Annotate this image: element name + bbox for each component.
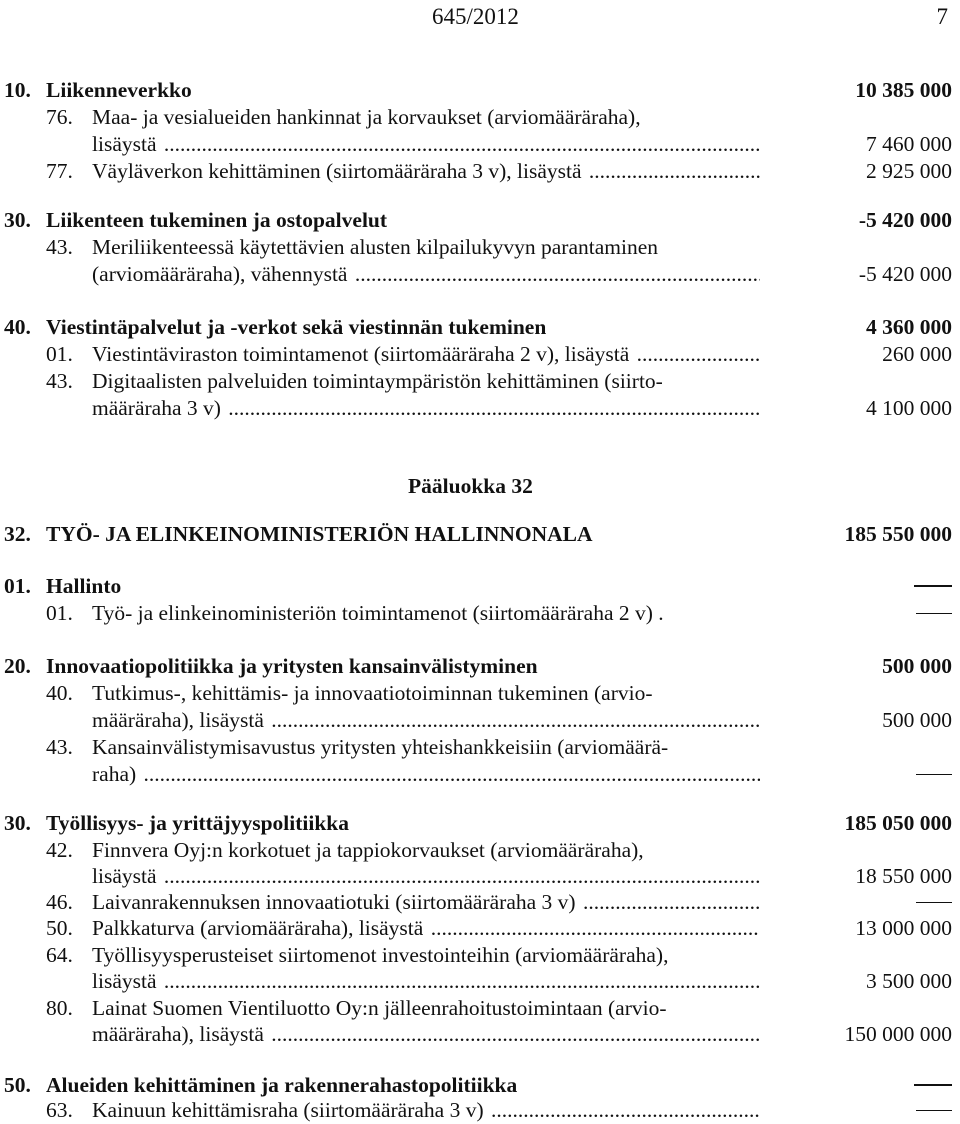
item-number: 32. (4, 522, 31, 546)
item-title: määräraha), lisäystä (92, 1022, 264, 1046)
item-number: 63. (46, 1098, 73, 1122)
dash-amount (916, 1096, 952, 1124)
budget-row (0, 760, 960, 788)
item-title: Hallinto (46, 574, 122, 598)
item-title: Työllisyys- ja yrittäjyyspolitiikka (46, 811, 350, 835)
budget-row (0, 1096, 960, 1124)
item-title: Digitaalisten palveluiden toimintaympäristön kehittäminen (siirto- (92, 369, 663, 393)
item-amount: 500 000 (882, 654, 952, 678)
item-number: 30. (4, 208, 31, 232)
budget-row (0, 130, 960, 158)
budget-row (0, 340, 960, 368)
budget-row (0, 313, 960, 341)
budget-row (0, 1071, 960, 1099)
budget-row (0, 520, 960, 548)
budget-row (0, 572, 960, 600)
budget-row (0, 260, 960, 288)
item-title: Liikenteen tukeminen ja ostopalvelut (46, 208, 388, 232)
item-number: 20. (4, 654, 31, 678)
item-title: Laivanrakennuksen innovaatiotuki (siirtomääräraha 3 v) (92, 890, 576, 914)
item-title: Lainat Suomen Vientiluotto Oy:n jälleenrahoitustoimintaan (arvio- (92, 996, 667, 1020)
item-title: Meriliikenteessä käytettävien alusten kilpailukyvyn parantaminen (92, 235, 658, 259)
item-number: 43. (46, 735, 73, 759)
document-number: 645/2012 (432, 4, 519, 29)
budget-row (0, 862, 960, 890)
budget-row (0, 599, 960, 627)
item-title: (arviomääräraha), vähennystä (92, 262, 348, 286)
item-title: Maa- ja vesialueiden hankinnat ja korvaukset (arviomääräraha), (92, 105, 641, 129)
item-title: lisäystä (92, 132, 157, 156)
budget-row (0, 76, 960, 104)
item-amount: 150 000 000 (844, 1022, 952, 1046)
budget-row (0, 941, 960, 969)
budget-row (0, 103, 960, 131)
item-number: 40. (4, 315, 31, 339)
section-heading (0, 472, 960, 500)
item-title: määräraha), lisäystä (92, 708, 264, 732)
item-number: 80. (46, 996, 73, 1020)
item-title: Alueiden kehittäminen ja rakennerahastopolitiikka (46, 1073, 518, 1097)
item-title: Työllisyysperusteiset siirtomenot investointeihin (arviomääräraha), (92, 943, 669, 967)
item-title: määräraha 3 v) (92, 396, 221, 420)
budget-row (0, 836, 960, 864)
budget-row (0, 233, 960, 261)
budget-row (0, 888, 960, 916)
item-amount: 185 550 000 (844, 522, 952, 546)
item-title: Työ- ja elinkeinoministeriön toimintamenot (siirtomääräraha 2 v) . (92, 601, 664, 625)
item-title: raha) (92, 762, 137, 786)
section-title: Pääluokka 32 (408, 474, 533, 498)
item-number: 46. (46, 890, 73, 914)
item-title: Viestintäviraston toimintamenot (siirtomääräraha 2 v), lisäystä (92, 342, 630, 366)
item-amount: -5 420 000 (858, 208, 952, 232)
item-amount: 10 385 000 (855, 78, 952, 102)
item-amount: 13 000 000 (855, 916, 952, 940)
item-title: Kainuun kehittämisraha (siirtomääräraha 3 v) (92, 1098, 484, 1122)
budget-row (0, 652, 960, 680)
budget-row (0, 1020, 960, 1048)
budget-row (0, 367, 960, 395)
budget-row (0, 157, 960, 185)
item-title: Tutkimus-, kehittämis- ja innovaatiotoiminnan tukeminen (arvio- (92, 681, 653, 705)
item-amount: 4 360 000 (866, 315, 952, 339)
item-number: 43. (46, 369, 73, 393)
item-number: 50. (46, 916, 73, 940)
item-title: Finnvera Oyj:n korkotuet ja tappiokorvaukset (arviomääräraha), (92, 838, 644, 862)
item-number: 50. (4, 1073, 31, 1097)
item-number: 01. (46, 342, 73, 366)
budget-row (0, 706, 960, 734)
budget-row (0, 809, 960, 837)
item-amount: 260 000 (882, 342, 952, 366)
dash-amount (914, 572, 952, 600)
item-number: 43. (46, 235, 73, 259)
budget-row (0, 206, 960, 234)
budget-row (0, 394, 960, 422)
item-number: 01. (4, 574, 31, 598)
dash-amount (916, 760, 952, 788)
item-amount: 18 550 000 (855, 864, 952, 888)
item-number: 76. (46, 105, 73, 129)
item-number: 42. (46, 838, 73, 862)
budget-row (0, 967, 960, 995)
item-title: Väyläverkon kehittäminen (siirtomääräraha 3 v), lisäystä (92, 159, 582, 183)
item-title: Kansainvälistymisavustus yritysten yhteishankkeisiin (arviomäärä- (92, 735, 669, 759)
item-title: Viestintäpalvelut ja -verkot sekä viestinnän tukeminen (46, 315, 547, 339)
item-amount: 7 460 000 (866, 132, 952, 156)
item-amount: 185 050 000 (844, 811, 952, 835)
budget-row (0, 914, 960, 942)
item-title: Innovaatiopolitiikka ja yritysten kansainvälistyminen (46, 654, 538, 678)
page-header (0, 4, 960, 30)
budget-row (0, 679, 960, 707)
item-title: lisäystä (92, 969, 157, 993)
dash-amount (914, 1071, 952, 1099)
dash-amount (916, 888, 952, 916)
item-amount: 4 100 000 (866, 396, 952, 420)
item-number: 64. (46, 943, 73, 967)
item-amount: 3 500 000 (866, 969, 952, 993)
item-number: 40. (46, 681, 73, 705)
item-number: 01. (46, 601, 73, 625)
item-amount: 2 925 000 (866, 159, 952, 183)
item-number: 30. (4, 811, 31, 835)
item-title: lisäystä (92, 864, 157, 888)
item-number: 10. (4, 78, 31, 102)
item-title: Liikenneverkko (46, 78, 192, 102)
budget-row (0, 733, 960, 761)
dash-amount (916, 599, 952, 627)
item-amount: 500 000 (882, 708, 952, 732)
item-title: Palkkaturva (arviomääräraha), lisäystä (92, 916, 424, 940)
page-number: 7 (936, 4, 948, 29)
item-number: 77. (46, 159, 73, 183)
budget-row (0, 994, 960, 1022)
item-title: TYÖ- JA ELINKEINOMINISTERIÖN HALLINNONALA (46, 522, 593, 546)
item-amount: -5 420 000 (858, 262, 952, 286)
